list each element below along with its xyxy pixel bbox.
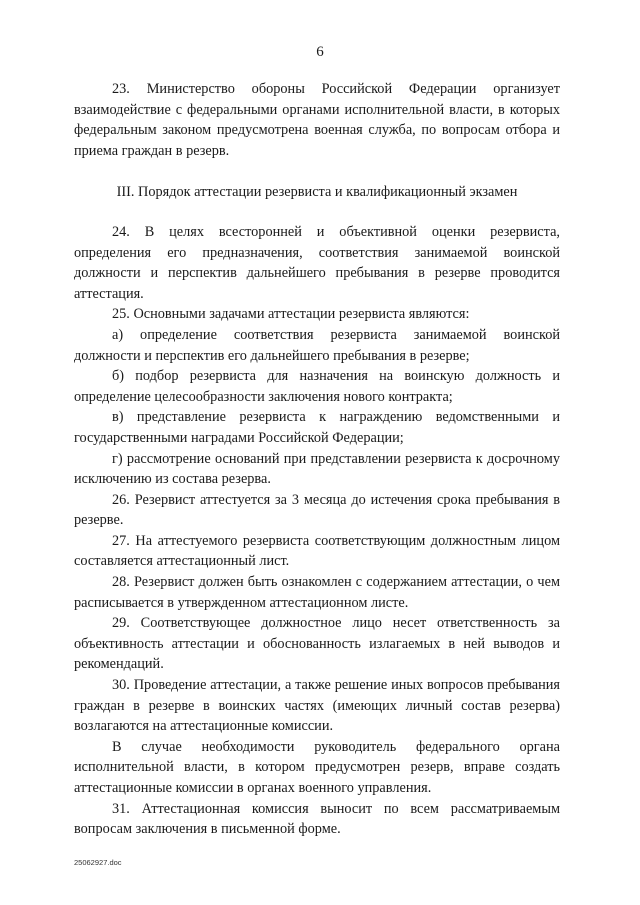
paragraph-25: 25. Основными задачами аттестации резервиста являются: bbox=[112, 306, 470, 323]
paragraph-25-c: в) представление резервиста к награждению ведомственными и государственными наградами Российской Федерации; bbox=[74, 409, 560, 446]
spacer bbox=[74, 161, 560, 182]
paragraph-30: 30. Проведение аттестации, а также решение иных вопросов пребывания граждан в резерве в воинских частях (имеющих личный состав резерва) возлагаются на аттестационные комиссии. bbox=[74, 677, 560, 735]
paragraph-26: 26. Резервист аттестуется за 3 месяца до истечения срока пребывания в резерве. bbox=[74, 491, 560, 529]
file-name-footer: 25062927.doc bbox=[74, 858, 122, 867]
paragraph-28: 28. Резервист должен быть ознакомлен с содержанием аттестации, о чем расписывается в утвержденном аттестационном листе. bbox=[74, 574, 560, 611]
document-body bbox=[74, 79, 560, 840]
paragraph-30-continued: В случае необходимости руководитель федерального органа исполнительной власти, в котором предусмотрен резерв, вправе создать аттестационные комиссии в органах военного управления. bbox=[74, 738, 560, 796]
paragraph-23: 23. Министерство обороны Российской Федерации организует взаимодействие с федеральными органами исполнительной власти, в которых федеральным законом предусмотрена военная служба, по вопросам отбора и приема граждан в резерв. bbox=[74, 81, 560, 159]
section-heading: III. Порядок аттестации резервиста и квалификационный экзамен bbox=[116, 184, 518, 201]
paragraph-31: 31. Аттестационная комиссия выносит по всем рассматриваемым вопросам заключения в письменной форме. bbox=[74, 800, 560, 838]
paragraph-25-a: а) определение соответствия резервиста занимаемой воинской должности и перспектив его дальнейшего пребывания в резерве; bbox=[74, 326, 560, 364]
paragraph-25-b: б) подбор резервиста для назначения на воинскую должность и определение целесообразности заключения нового контракта; bbox=[74, 368, 560, 405]
paragraph-24: 24. В целях всесторонней и объективной оценки резервиста, определения его предназначения, соответствия занимаемой воинской должности и перспектив дальнейшего пребывания в резерве проводится аттестация. bbox=[74, 223, 560, 302]
spacer bbox=[74, 203, 560, 222]
paragraph-25-d: г) рассмотрение оснований при представлении резервиста к досрочному исключению из состава резерва. bbox=[74, 450, 560, 488]
paragraph-27: 27. На аттестуемого резервиста соответствующим должностным лицом составляется аттестационный лист. bbox=[74, 532, 560, 570]
page-number: 6 bbox=[316, 44, 324, 60]
paragraph-29: 29. Соответствующее должностное лицо несет ответственность за объективность аттестации и обоснованность излагаемых в ней выводов и рекомендаций. bbox=[74, 615, 560, 673]
